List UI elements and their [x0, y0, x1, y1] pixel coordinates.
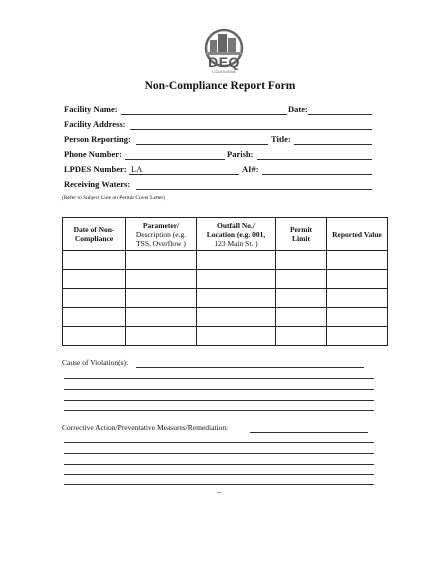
table-cell[interactable] [276, 327, 327, 346]
table-cell[interactable] [63, 289, 126, 308]
table-cell[interactable] [276, 289, 327, 308]
table-cell[interactable] [197, 308, 276, 327]
corrective-line[interactable] [250, 432, 368, 433]
cause-of-violation-label: Cause of Violation(s): [62, 358, 129, 367]
receiving-waters-field[interactable] [136, 189, 372, 190]
header-text: Parameter/ [142, 220, 180, 230]
table-cell[interactable] [276, 270, 327, 289]
header-text: Permit [289, 225, 313, 234]
lpdes-number-field[interactable] [129, 174, 239, 175]
column-header-parameter [126, 218, 197, 251]
corrective-line[interactable] [64, 474, 374, 475]
table-row [63, 270, 388, 289]
parish-field[interactable] [257, 159, 372, 160]
person-reporting-field[interactable] [136, 144, 268, 145]
table-cell[interactable] [276, 251, 327, 270]
column-header-outfall [197, 218, 276, 251]
facility-address-field[interactable] [130, 129, 372, 130]
table-cell[interactable] [197, 251, 276, 270]
violation-table [62, 217, 388, 346]
logo-wordmark: DEQ [208, 54, 240, 70]
table-cell[interactable] [327, 289, 388, 308]
table-cell[interactable] [327, 308, 388, 327]
cause-line[interactable] [64, 389, 374, 390]
subject-line-note: (Refer to Subject Line on Permit Cover Letter) [62, 195, 166, 201]
table-cell[interactable] [126, 251, 197, 270]
table-row [63, 308, 388, 327]
phone-number-label: Phone Number: [64, 149, 122, 159]
header-text: Limit [292, 234, 310, 243]
phone-number-field[interactable] [125, 159, 225, 160]
table-cell[interactable] [63, 270, 126, 289]
ai-number-label: AI#: [242, 164, 259, 174]
table-row [63, 251, 388, 270]
cause-line[interactable] [64, 400, 374, 401]
table-cell[interactable] [197, 289, 276, 308]
receiving-waters-label: Receiving Waters: [64, 179, 131, 189]
lpdes-number-value: LA [131, 164, 143, 174]
corrective-line[interactable] [64, 442, 374, 443]
table-cell[interactable] [126, 270, 197, 289]
header-text: Date of Non- [73, 225, 115, 234]
cause-line[interactable] [64, 410, 374, 411]
date-label: Date: [288, 104, 308, 114]
table-cell[interactable] [327, 327, 388, 346]
header-text: Compliance [74, 234, 114, 243]
column-header-date [63, 218, 126, 251]
table-cell[interactable] [126, 289, 197, 308]
table-cell[interactable] [327, 251, 388, 270]
page-title: Non-Compliance Report Form [144, 80, 296, 92]
table-row [63, 327, 388, 346]
header-text: Description (e.g. [135, 229, 187, 239]
table-cell[interactable] [126, 327, 197, 346]
header-text: Outfall No./ [217, 220, 255, 230]
table-cell[interactable] [63, 327, 126, 346]
corrective-line[interactable] [64, 484, 374, 485]
table-cell[interactable] [327, 270, 388, 289]
logo-subtitle: LOUISIANA [211, 69, 237, 74]
ai-number-field[interactable] [262, 174, 372, 175]
footer-mark: – [217, 487, 221, 496]
title-label: Title: [271, 134, 291, 144]
date-field[interactable] [308, 114, 372, 115]
parish-label: Parish: [227, 149, 254, 159]
header-text: Location (e.g. 001, [206, 229, 266, 239]
header-text: TSS, Overflow ) [136, 238, 186, 248]
facility-name-field[interactable] [121, 114, 287, 115]
title-field[interactable] [294, 144, 372, 145]
person-reporting-label: Person Reporting: [64, 134, 131, 144]
facility-address-label: Facility Address: [64, 119, 126, 129]
table-row [63, 289, 388, 308]
corrective-action-label: Corrective Action/Preventative Measures/Remediation: [62, 423, 229, 432]
column-header-permit-limit [276, 218, 327, 251]
facility-name-label: Facility Name: [64, 104, 118, 114]
lpdes-number-label: LPDES Number: [64, 164, 127, 174]
cause-line[interactable] [64, 378, 374, 379]
corrective-line[interactable] [64, 464, 374, 465]
table-header-row [63, 218, 388, 251]
header-text: Reported Value [332, 229, 382, 239]
table-cell[interactable] [197, 327, 276, 346]
cause-line[interactable] [136, 367, 364, 368]
table-cell[interactable] [63, 308, 126, 327]
header-text: 123 Main St. ) [214, 238, 258, 248]
corrective-line[interactable] [64, 453, 374, 454]
table-cell[interactable] [197, 270, 276, 289]
table-cell[interactable] [276, 308, 327, 327]
table-cell[interactable] [126, 308, 197, 327]
table-cell[interactable] [63, 251, 126, 270]
column-header-reported-value [327, 218, 388, 251]
